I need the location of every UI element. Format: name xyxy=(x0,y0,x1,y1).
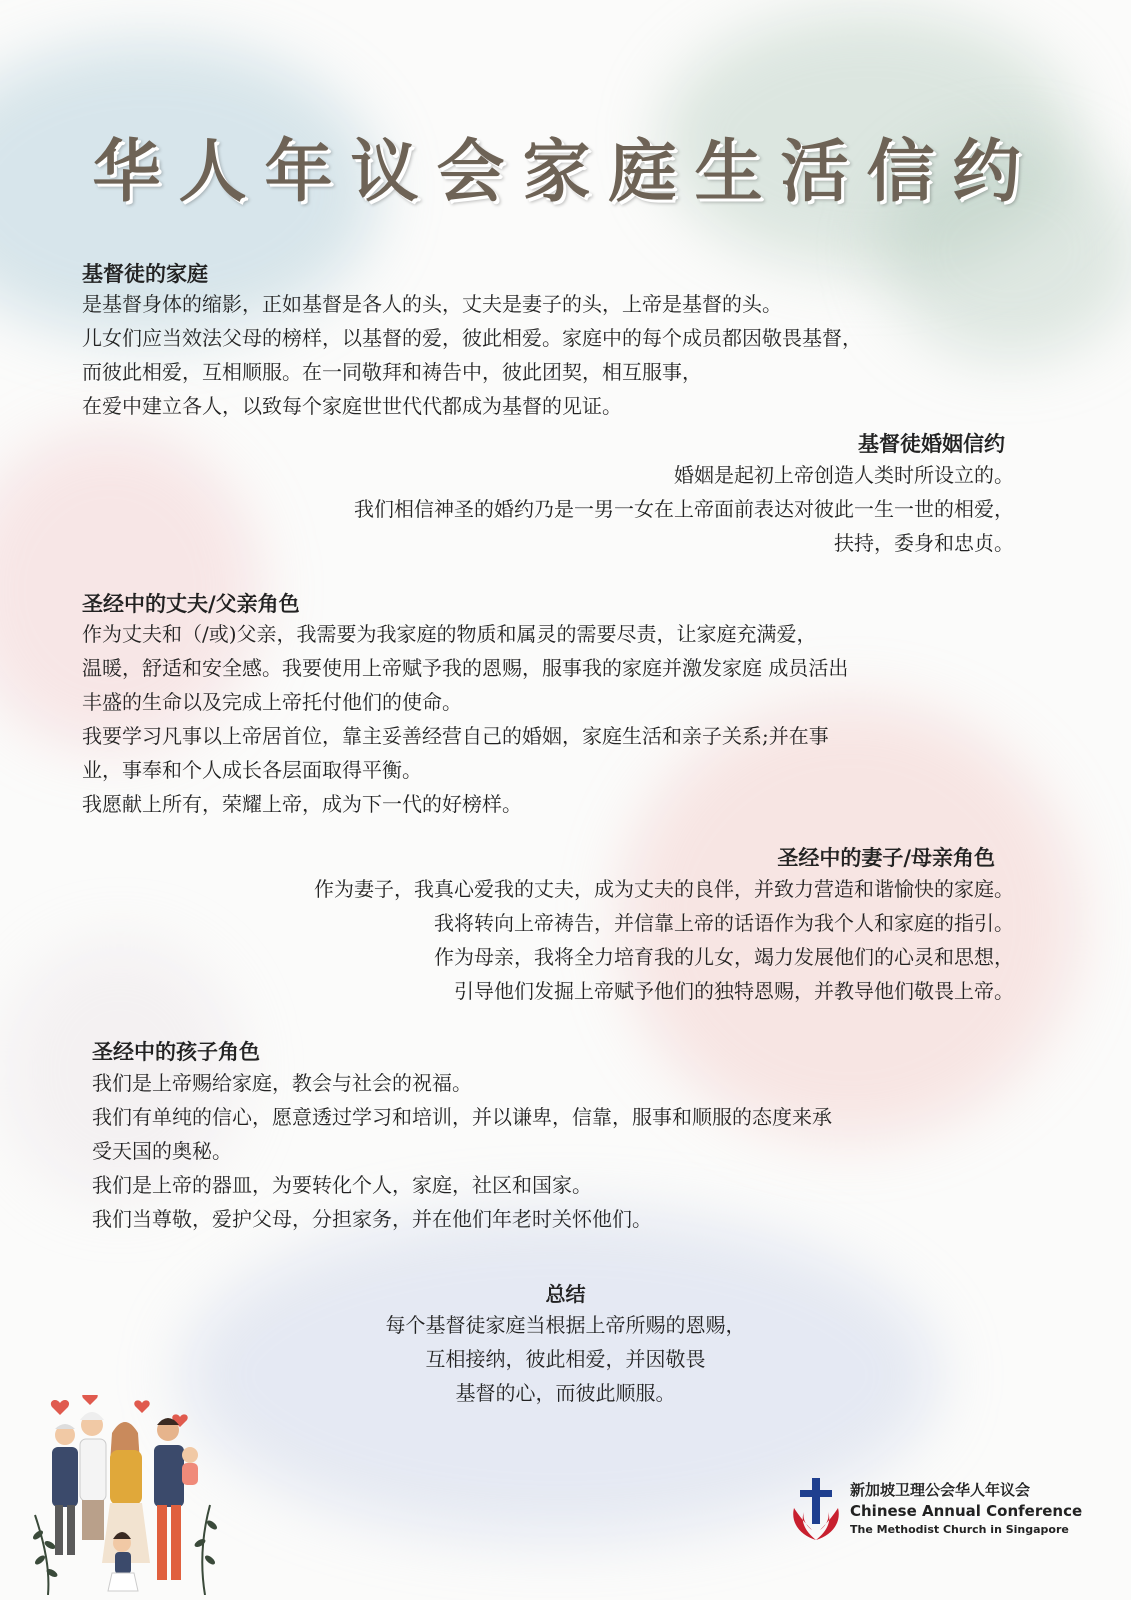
section-heading-marriage-covenant: 基督徒婚姻信约 xyxy=(858,431,1005,456)
body-line: 作为丈夫和（/或)父亲，我需要为我家庭的物质和属灵的需要尽责，让家庭充满爱， xyxy=(82,622,817,646)
body-line: 互相接纳，彼此相爱，并因敬畏 xyxy=(425,1347,706,1371)
logo-text xyxy=(850,1480,1082,1538)
body-line: 作为母亲，我将全力培育我的儿女，竭力发展他们的心灵和思想， xyxy=(434,945,1014,969)
section-body-children xyxy=(92,1066,832,1236)
section-body-wife-mother xyxy=(314,872,1014,1008)
body-line: 儿女们应当效法父母的榜样，以基督的爱，彼此相爱。家庭中的每个成员都因敬畏基督， xyxy=(82,326,862,350)
section-heading-wife-mother: 圣经中的妻子/母亲角色 xyxy=(777,845,995,870)
section-heading-summary: 总结 xyxy=(545,1282,586,1306)
section-heading-husband-father: 圣经中的丈夫/父亲角色 xyxy=(82,591,300,616)
section-heading-children: 圣经中的孩子角色 xyxy=(92,1039,260,1064)
body-line: 基督的心，而彼此顺服。 xyxy=(455,1381,676,1405)
body-line: 每个基督徒家庭当根据上帝所赐的恩赐， xyxy=(385,1313,746,1337)
logo-english-name: Chinese Annual Conference xyxy=(850,1502,1083,1520)
body-line: 在爱中建立各人，以致每个家庭世世代代都成为基督的见证。 xyxy=(82,394,622,418)
methodist-cross-flame-icon xyxy=(790,1474,850,1546)
body-line: 扶持，委身和忠贞。 xyxy=(834,531,1014,555)
body-line: 我将转向上帝祷告，并信靠上帝的话语作为我个人和家庭的指引。 xyxy=(434,911,1014,935)
body-line: 受天国的奥秘。 xyxy=(92,1139,232,1163)
body-line: 我们有单纯的信心，愿意透过学习和培训，并以谦卑，信靠，服事和顺服的态度来承 xyxy=(92,1105,832,1129)
section-body-husband-father xyxy=(82,617,848,821)
body-line: 婚姻是起初上帝创造人类时所设立的。 xyxy=(674,463,1014,487)
logo-english-subtitle: The Methodist Church in Singapore xyxy=(850,1523,1069,1536)
section-heading-christian-family: 基督徒的家庭 xyxy=(82,261,208,286)
body-line: 作为妻子，我真心爱我的丈夫，成为丈夫的良伴，并致力营造和谐愉快的家庭。 xyxy=(314,877,1014,901)
body-line: 我愿献上所有，荣耀上帝，成为下一代的好榜样。 xyxy=(82,792,522,816)
body-line: 我们相信神圣的婚约乃是一男一女在上帝面前表达对彼此一生一世的相爱， xyxy=(354,497,1014,521)
body-line: 而彼此相爱，互相顺服。在一同敬拜和祷告中，彼此团契，相互服事， xyxy=(82,360,702,384)
family-illustration xyxy=(30,1395,220,1595)
page-title: 华人年议会家庭生活信约 xyxy=(92,132,1039,212)
body-line: 业，事奉和个人成长各层面取得平衡。 xyxy=(82,758,422,782)
body-line: 引导他们发掘上帝赋予他们的独特恩赐，并教导他们敬畏上帝。 xyxy=(454,979,1014,1003)
logo-chinese-name: 新加坡卫理公会华人年议会 xyxy=(850,1481,1031,1499)
body-line: 是基督身体的缩影，正如基督是各人的头，丈夫是妻子的头，上帝是基督的头。 xyxy=(82,292,782,316)
body-line: 我们是上帝的器皿，为要转化个人，家庭，社区和国家。 xyxy=(92,1173,592,1197)
body-line: 我要学习凡事以上帝居首位，靠主妥善经营自己的婚姻，家庭生活和亲子关系;并在事 xyxy=(82,724,829,748)
section-body-marriage-covenant xyxy=(354,458,1014,560)
body-line: 丰盛的生命以及完成上帝托付他们的使命。 xyxy=(82,690,462,714)
body-line: 我们当尊敬，爱护父母，分担家务，并在他们年老时关怀他们。 xyxy=(92,1207,652,1231)
organization-logo xyxy=(790,1474,1090,1554)
body-line: 温暖，舒适和安全感。我要使用上帝赋予我的恩赐，服事我的家庭并激发家庭 成员活出 xyxy=(82,656,849,680)
section-body-christian-family xyxy=(82,287,862,423)
body-line: 我们是上帝赐给家庭，教会与社会的祝福。 xyxy=(92,1071,472,1095)
